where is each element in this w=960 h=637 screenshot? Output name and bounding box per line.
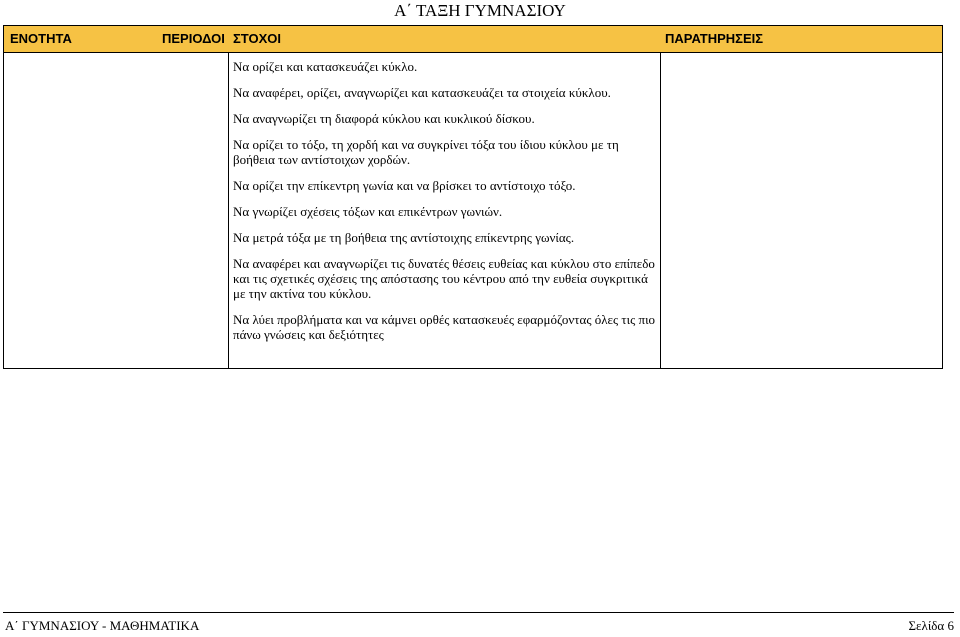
header-notes: ΠΑΡΑΤΗΡΗΣΕΙΣ bbox=[665, 31, 764, 46]
objective-item: Να ορίζει την επίκεντρη γωνία και να βρίσκει το αντίστοιχο τόξο. bbox=[233, 178, 576, 193]
objective-item: Να μετρά τόξα με τη βοήθεια της αντίστοιχης επίκεντρης γωνίας. bbox=[233, 230, 575, 245]
curriculum-table bbox=[3, 25, 943, 369]
objective-item: Να ορίζει και κατασκευάζει κύκλο. bbox=[233, 59, 418, 74]
page-title: Α΄ ΤΑΞΗ ΓΥΜΝΑΣΙΟΥ bbox=[394, 1, 566, 20]
objective-item: Να αναφέρει, ορίζει, αναγνωρίζει και κατασκευάζει τα στοιχεία κύκλου. bbox=[233, 85, 611, 100]
objective-item: Να λύει προβλήματα και να κάμνει ορθές κατασκευές εφαρμόζοντας όλες τις πιο πάνω γνώσεις και δεξιότητες bbox=[233, 312, 656, 342]
header-objectives: ΣΤΟΧΟΙ bbox=[233, 31, 282, 46]
objective-item: Να αναφέρει και αναγνωρίζει τις δυνατές θέσεις ευθείας και κύκλου στο επίπεδο και τις σχετικές σχέσεις της απόστασης του κέντρου από την ευθεία συγκριτικά με την ακτίνα του κύκλου. bbox=[233, 256, 655, 301]
table-header-row bbox=[4, 26, 942, 53]
column-divider-objectives bbox=[228, 53, 229, 368]
objective-item: Να ορίζει το τόξο, τη χορδή και να συγκρίνει τόξα του ίδιου κύκλου με τη βοήθεια των αντίστοιχων χορδών. bbox=[233, 137, 619, 167]
header-unit: ΕΝΟΤΗΤΑ bbox=[10, 31, 72, 46]
footer-course-title: Α΄ ΓΥΜΝΑΣΙΟΥ - ΜΑΘΗΜΑΤΙΚΑ bbox=[5, 618, 200, 633]
objective-item: Να γνωρίζει σχέσεις τόξων και επικέντρων γωνιών. bbox=[233, 204, 503, 219]
header-periods: ΠΕΡΙΟΔΟΙ bbox=[162, 31, 225, 46]
page-footer bbox=[3, 612, 954, 637]
objectives-cell bbox=[233, 56, 663, 342]
objective-item: Να αναγνωρίζει τη διαφορά κύκλου και κυκλικού δίσκου. bbox=[233, 111, 535, 126]
footer-page-number: Σελίδα 6 bbox=[908, 618, 954, 633]
